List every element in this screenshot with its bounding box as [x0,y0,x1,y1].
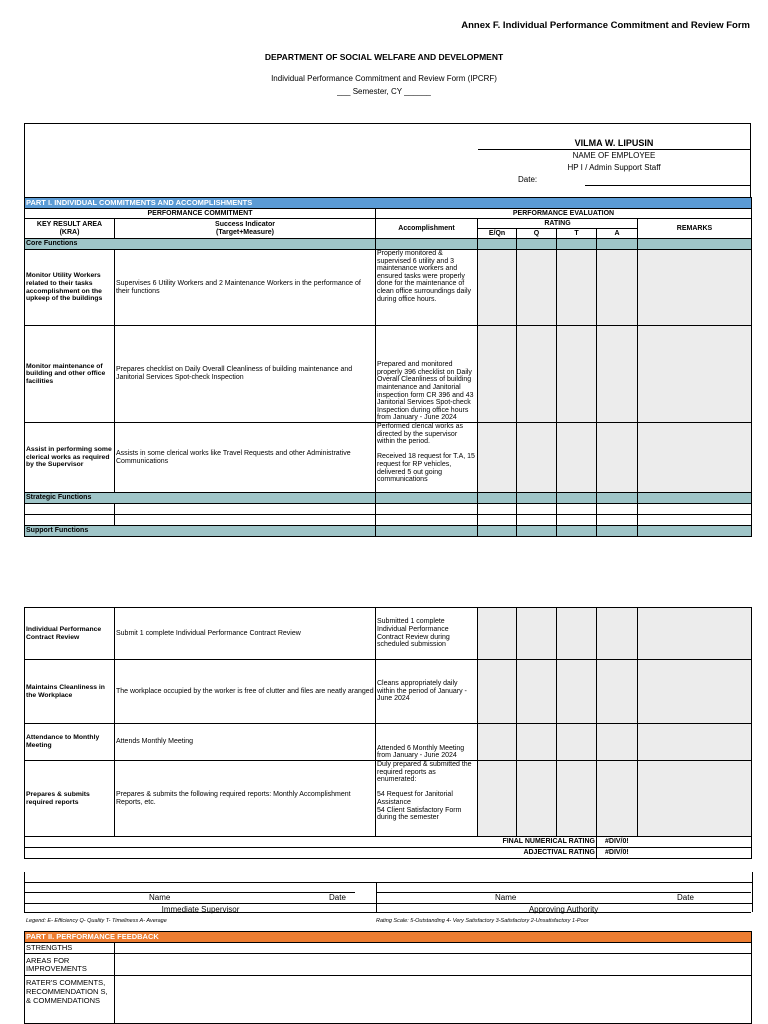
kra-cell: Prepares & submits required reports [25,761,115,837]
approver-name-label: Name [495,893,517,902]
table-row [25,724,752,761]
rating-col-t: T [557,229,597,239]
employee-position: HP I / Admin Support Staff [567,163,661,172]
immediate-supervisor-label: Immediate Supervisor [161,905,240,914]
indicator-cell: The workplace occupied by the worker is free of clutter and files are neatly aranged [115,660,376,724]
remarks-header: REMARKS [638,219,752,239]
areas-improvement-field[interactable] [115,954,752,976]
performance-commitment-header: PERFORMANCE COMMITMENT [25,209,376,219]
support-functions-label: Support Functions [25,526,376,537]
supervisor-name-label: Name [149,893,171,902]
adjectival-rating-label: ADJECTIVAL RATING [25,848,597,859]
indicator-cell: Submit 1 complete Individual Performance Contract Review [115,608,376,660]
accomplishment-cell: Prepared and monitored properly 396 checklist on Daily Overall Cleanliness of building maintenance and Janitorial inspection form CR 396 and 43 Janitorial Services Spot-check Inspection during office hours from January - June 2024 [376,326,478,423]
final-numerical-rating-value: #DIV/0! [597,837,752,848]
accomplishment-cell: Submitted 1 complete Individual Performance Contract Review during scheduled submission [376,608,478,660]
accomplishment-cell: Performed clerical works as directed by the supervisor within the period. Received 18 request for T.A, 15 request for RP vehicles, delivered 5 out going communications [376,423,478,493]
supervisor-date-label: Date [329,893,346,902]
department-name: DEPARTMENT OF SOCIAL WELFARE AND DEVELOPMENT [264,52,504,62]
table-row [25,660,752,724]
indicator-cell: Prepares & submits the following required reports: Monthly Accomplishment Reports, etc. [115,761,376,837]
date-field[interactable] [585,185,750,186]
performance-evaluation-header: PERFORMANCE EVALUATION [376,209,752,219]
kra-header: KEY RESULT AREA (KRA) [25,219,115,239]
commitments-table-page1 [24,197,752,537]
indicator-cell: Attends Monthly Meeting [115,724,376,761]
table-row [25,761,752,837]
approver-date-label: Date [677,893,694,902]
rater-comments-field[interactable] [115,976,752,1024]
approving-authority-label: Approving Authority [528,905,599,914]
kra-cell: Monitor Utility Workers related to their tasks accomplishment on the upkeep of the buildings [25,250,115,326]
date-label: Date: [518,175,538,184]
annex-title: Annex F. Individual Performance Commitment and Review Form [461,20,750,31]
strengths-field[interactable] [115,943,752,954]
strengths-label: STRENGTHS [25,943,115,954]
accomplishment-cell: Attended 6 Monthly Meeting from January - June 2024 [376,724,478,761]
kra-cell: Maintains Cleanliness in the Workplace [25,660,115,724]
success-indicator-header: Success Indicator (Target+Measure) [115,219,376,239]
rating-col-a: A [597,229,638,239]
rating-scale: Rating Scale: 5-Outstanding 4- Very Satisfactory 3-Satisfactory 2-Unsatisfactory 1-Poor [376,918,589,924]
accomplishment-header: Accomplishment [376,219,478,239]
table-row [25,250,752,326]
kra-cell: Individual Performance Contract Review [25,608,115,660]
employee-name: VILMA W. LIPUSIN [574,138,654,148]
adjectival-rating-value: #DIV/0! [597,848,752,859]
part1-title: PART I. INDIVIDUAL COMMITMENTS AND ACCOMPLISHMENTS [25,198,752,209]
indicator-cell: Assists in some clerical works like Travel Requests and other Administrative Communications [115,423,376,493]
indicator-cell: Prepares checklist on Daily Overall Cleanliness of building maintenance and Janitorial Services Spot-check Inspection [115,326,376,423]
commitments-table-page2 [24,607,752,859]
table-row [25,608,752,660]
indicator-cell: Supervises 6 Utility Workers and 2 Maintenance Workers in the performance of their functions [115,250,376,326]
employee-name-label: NAME OF EMPLOYEE [572,151,656,160]
part2-title: PART II. PERFORMANCE FEEDBACK [25,932,752,943]
strategic-functions-label: Strategic Functions [25,493,376,504]
signature-block [24,882,753,912]
performance-feedback-table [24,931,752,1024]
rating-col-eqn: E/Qn [478,229,517,239]
accomplishment-cell: Duly prepared & submitted the required reports as enumerated: 54 Request for Janitorial Assistance 54 Client Satisfactory Form during the semester [376,761,478,837]
accomplishment-cell: Properly monitored & supervised 6 utility and 3 maintenance workers and ensured tasks were properly done for the maintenance of clean office surroundings daily during office hours. [376,250,478,326]
table-row [25,423,752,493]
legend: Legend: E- Efficiency Q- Quality T- Timeliness A- Average [26,918,167,924]
employee-header-box [24,123,751,198]
final-numerical-rating-label: FINAL NUMERICAL RATING [25,837,597,848]
rating-col-q: Q [517,229,557,239]
table-row [25,326,752,423]
kra-cell: Attendance to Monthly Meeting [25,724,115,761]
rating-header: RATING [478,219,638,229]
areas-improvement-label: AREAS FOR IMPROVEMENTS [25,954,115,976]
kra-cell: Monitor maintenance of building and other office facilities [25,326,115,423]
form-title: Individual Performance Commitment and Review Form (IPCRF) [271,74,497,83]
kra-cell: Assist in performing some clerical works as required by the Supervisor [25,423,115,493]
rater-comments-label: RATER'S COMMENTS, RECOMMENDATION S, & COMMENDATIONS [25,976,115,1024]
core-functions-label: Core Functions [25,239,376,250]
accomplishment-cell: Cleans appropriately daily within the period of January - June 2024 [376,660,478,724]
semester-line: ___ Semester, CY ______ [337,87,431,96]
